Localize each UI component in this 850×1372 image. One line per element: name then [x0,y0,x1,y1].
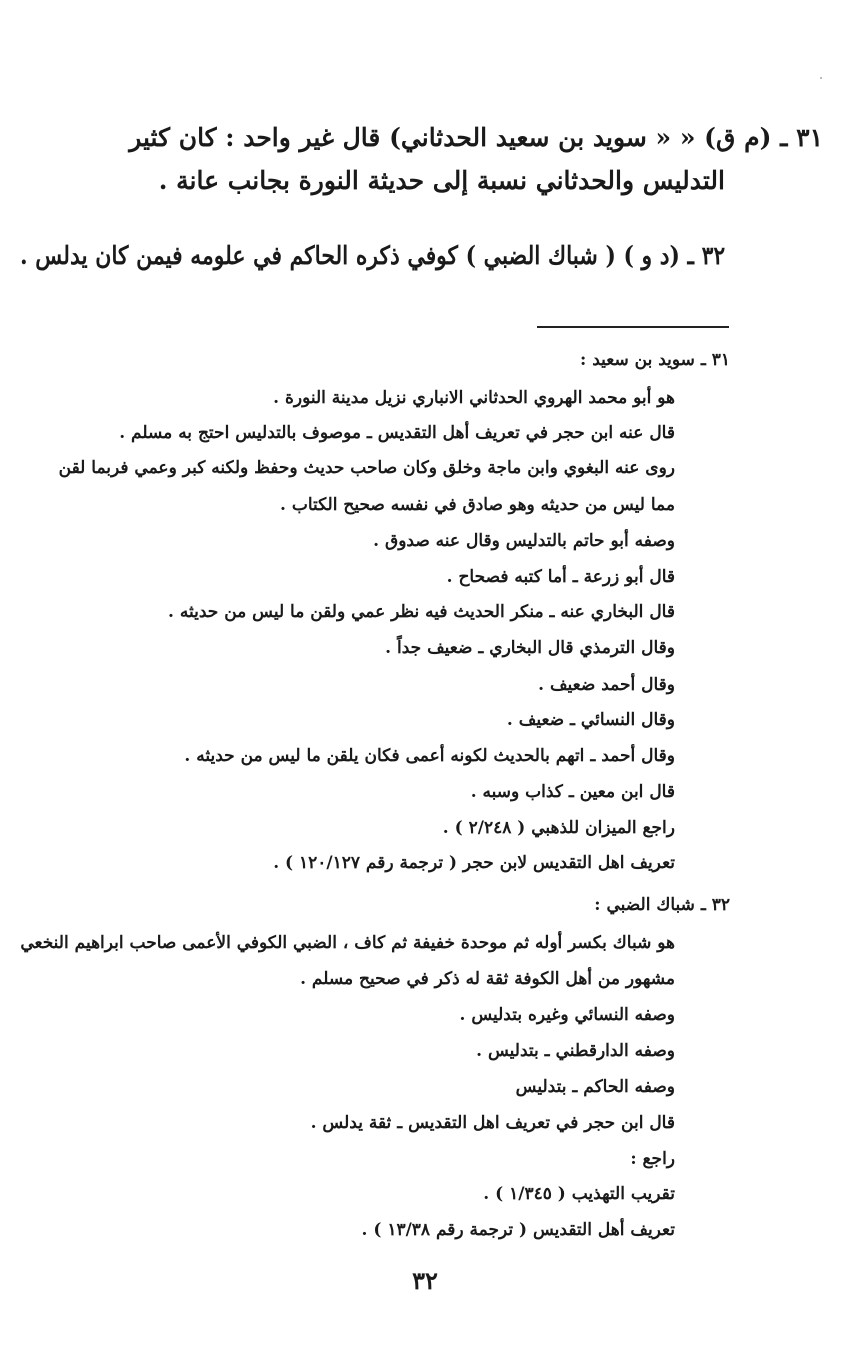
footnote-32-line: راجع : [630,1149,675,1169]
footnote-32-heading: ٣٢ ـ شباك الضبي : [594,895,730,915]
footnote-31-line: راجع الميزان للذهبي ( ٢/٢٤٨ ) . [442,818,675,838]
footnote-separator [537,326,729,328]
footnote-32-line: تعريف أهل التقديس ( ترجمة رقم ١٣/٣٨ ) . [361,1220,675,1240]
footnote-31-line: هو أبو محمد الهروي الحدثاني الانباري نزيل مدينة النورة . [273,388,675,408]
footnote-32-line: تقريب التهذيب ( ١/٣٤٥ ) . [483,1184,675,1204]
footnote-32-line: وصفه النسائي وغيره بتدليس . [459,1005,675,1025]
footnote-31-line: قال عنه ابن حجر في تعريف أهل التقديس ـ موصوف بالتدليس احتج به مسلم . [119,423,675,443]
footnote-32-line: مشهور من أهل الكوفة ثقة له ذكر في صحيح مسلم . [300,969,675,989]
footnote-31-line: قال البخاري عنه ـ منكر الحديث فيه نظر عمي ولقن ما ليس من حديثه . [168,602,675,622]
footnote-32-line: وصفه الدارقطني ـ بتدليس . [476,1041,675,1061]
footnote-31-line: تعريف اهل التقديس لابن حجر ( ترجمة رقم ١٢٠/١٢٧ ) . [273,853,675,873]
footnote-31-heading: ٣١ ـ سويد بن سعيد : [580,350,730,370]
footnote-31-line: وقال أحمد ـ اتهم بالحديث لكونه أعمى فكان يلقن ما ليس من حديثه . [184,746,675,766]
footnote-31-line: قال ابن معين ـ كذاب وسبه . [470,782,675,802]
footnote-31-line: وقال الترمذي قال البخاري ـ ضعيف جداً . [385,638,675,658]
scan-speck [820,77,822,79]
entry-32-line-1: ٣٢ ـ (د و ) ( شباك الضبي ) كوفي ذكره الحاكم في علومه فيمن كان يدلس . [19,241,725,270]
entry-31-line-1: ٣١ ـ (م ق) « « سويد بن سعيد الحدثاني) قال غير واحد : كان كثير [129,123,823,152]
entry-31-line-2: التدليس والحدثاني نسبة إلى حديثة النورة بجانب عانة . [158,166,725,195]
page-number: ٣٢ [412,1266,438,1295]
footnote-31-line: وصفه أبو حاتم بالتدليس وقال عنه صدوق . [373,531,675,551]
footnote-31-line: وقال النسائي ـ ضعيف . [506,710,675,730]
footnote-32-line: هو شباك بكسر أوله ثم موحدة خفيفة ثم كاف ، الضبي الكوفي الأعمى صاحب ابراهيم النخعي [20,933,675,953]
footnote-32-line: وصفه الحاكم ـ بتدليس [515,1077,675,1097]
footnote-31-line: روى عنه البغوي وابن ماجة وخلق وكان صاحب حديث وحفظ ولكنه كبر وعمي فربما لقن [58,458,675,478]
footnote-31-line: مما ليس من حديثه وهو صادق في نفسه صحيح الكتاب . [279,495,675,515]
footnote-32-line: قال ابن حجر في تعريف اهل التقديس ـ ثقة يدلس . [310,1113,675,1133]
footnote-31-line: وقال أحمد ضعيف . [538,675,675,695]
footnote-31-line: قال أبو زرعة ـ أما كتبه فصحاح . [446,567,675,587]
